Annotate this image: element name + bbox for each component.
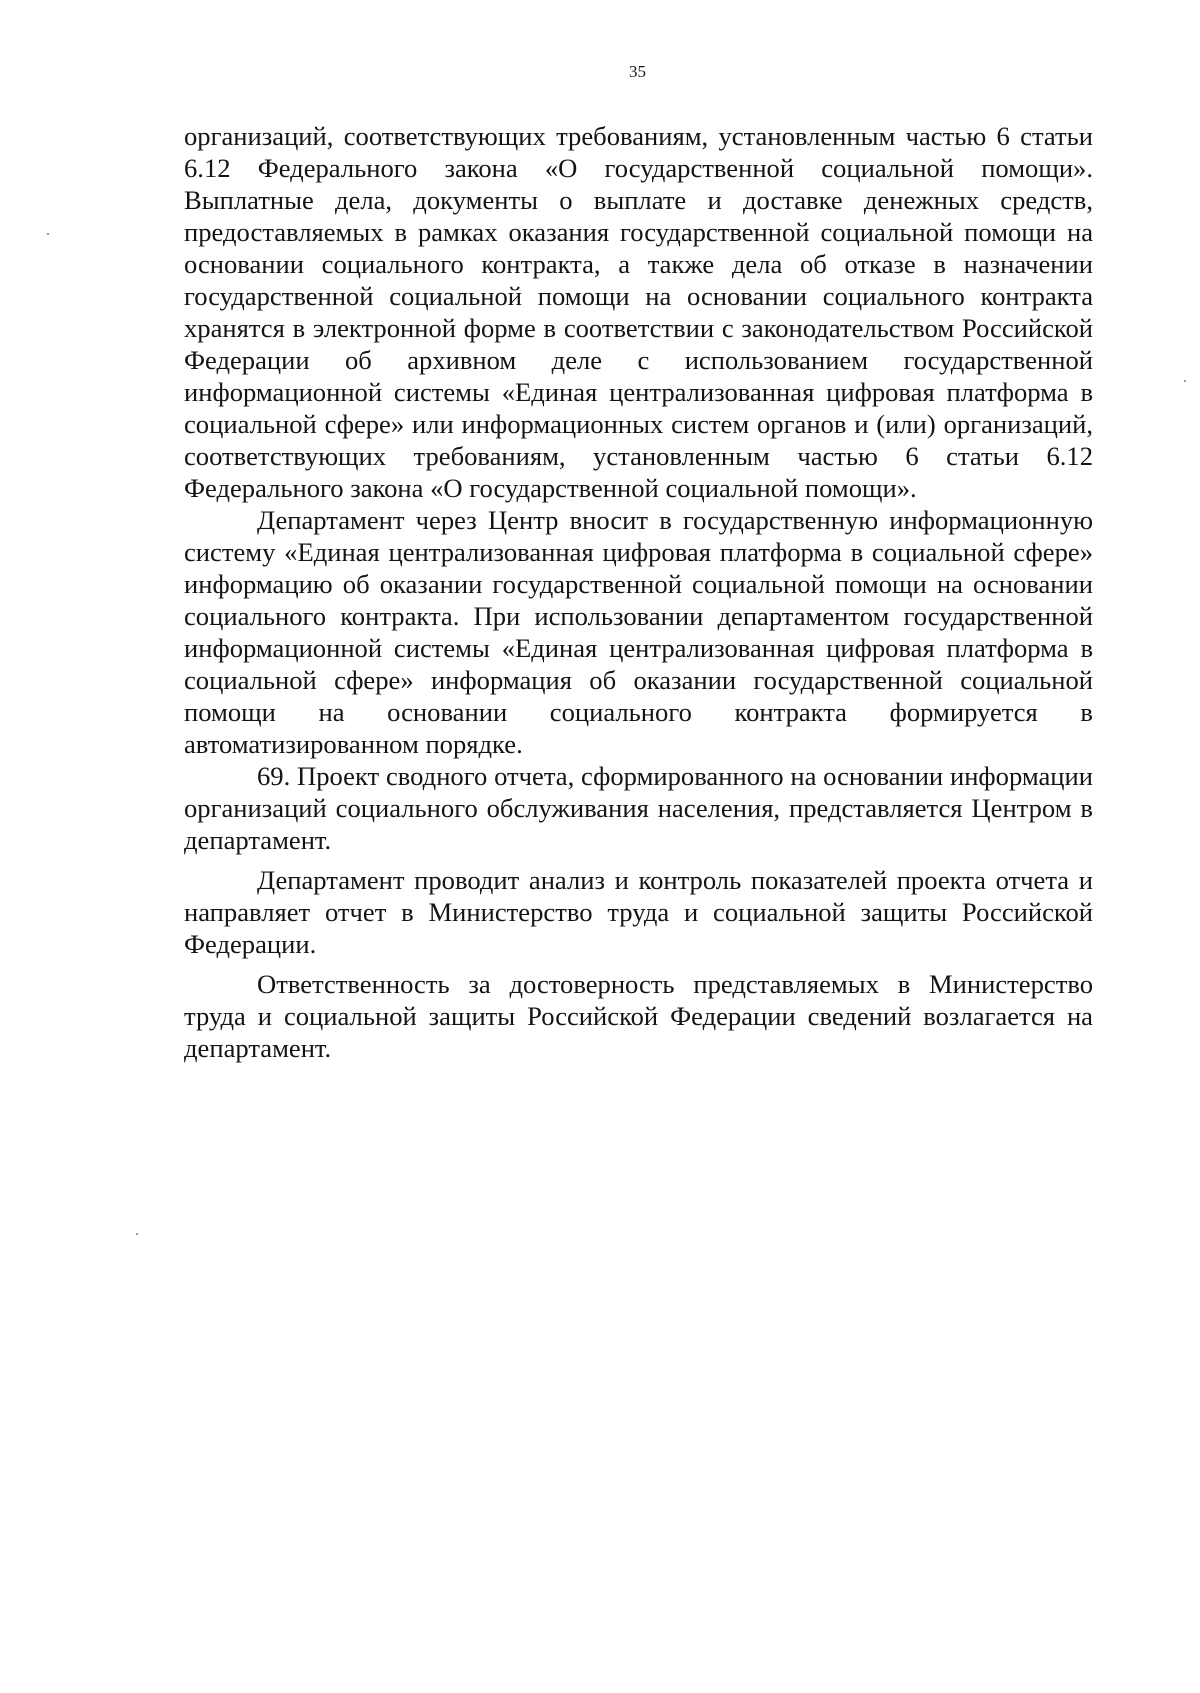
paragraph-item-69: 69. Проект сводного отчета, сформированного на основании информации организаций социального обслуживания населения, представляется Центром в департамент.: [184, 761, 1093, 855]
scan-speck: [1184, 380, 1186, 382]
paragraph-department-analysis: Департамент проводит анализ и контроль показателей проекта отчета и направляет отчет в Министерство труда и социальной защиты Российской Федерации.: [184, 865, 1093, 959]
paragraph-archive-storage: организаций, соответствующих требованиям, установленным частью 6 статьи 6.12 Федерального закона «О государственной социальной помощи». Выплатные дела, документы о выплате и доставке денежных средств, предоставляемых в рамках оказания государственной социальной помощи на основании социального контракта, а также дела об отказе в назначении государственной социальной помощи на основании социального контракта хранятся в электронной форме в соответствии с законодательством Российской Федерации об архивном деле с использованием государственной информационной системы «Единая централизованная цифровая платформа в социальной сфере» или информационных систем органов и (или) организаций, соответствующих требованиям, установленным частью 6 статьи 6.12 Федерального закона «О государственной социальной помощи».: [184, 121, 1093, 503]
document-body: [184, 120, 1093, 1064]
scan-speck: [136, 1233, 138, 1235]
paragraph-department-info-entry: Департамент через Центр вносит в государственную информационную систему «Единая централизованная цифровая платформа в социальной сфере» информацию об оказании государственной социальной помощи на основании социального контракта. При использовании департаментом государственной информационной системы «Единая централизованная цифровая платформа в социальной сфере» информация об оказании государственной социальной помощи на основании социального контракта формируется в автоматизированном порядке.: [184, 505, 1093, 759]
paragraph-responsibility: Ответственность за достоверность представляемых в Министерство труда и социальной защиты Российской Федерации сведений возлагается на департамент.: [184, 969, 1093, 1063]
page-number: 35: [629, 62, 646, 81]
scan-speck: [47, 233, 49, 235]
